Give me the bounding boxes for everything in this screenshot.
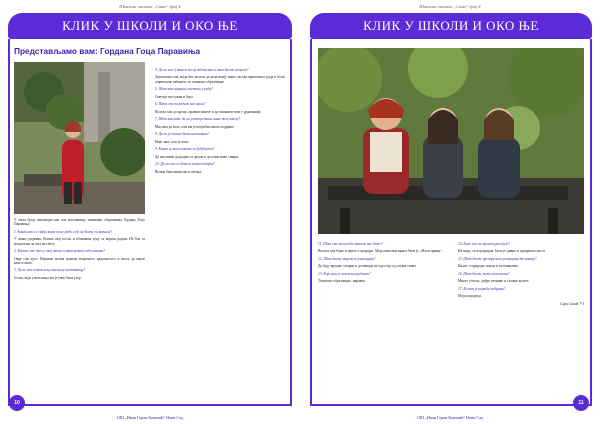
answer: Волела сам да цртам, правим макете и да помажем тати у радионици. bbox=[155, 109, 262, 114]
answer: Сметају ми гужва и бука. bbox=[155, 94, 194, 99]
question: 5. Шта вам највише сметана у раду? bbox=[155, 87, 213, 92]
running-head: Школски часопис „Сава“ број 4 bbox=[119, 4, 181, 9]
garden-portrait-image bbox=[14, 62, 145, 214]
question: 3. Да ли сте имали неку омиљену наставницу? bbox=[14, 268, 86, 273]
author-signature: Сара Савић 7-3 bbox=[560, 301, 584, 306]
question: 8. Да ли је тешко бити наставник? bbox=[155, 132, 210, 137]
question: 11. Шта сте волели да читате као дете? bbox=[318, 242, 383, 246]
answer: Моја породица. bbox=[458, 294, 482, 299]
question: 16. Шта бисте пожелели школи? bbox=[458, 271, 510, 276]
question: 1. Какво вам се свиђа ваше поље рада и да ли бисте га мењали? bbox=[14, 229, 113, 234]
question: 14. Како сте ви провели распуст? bbox=[458, 242, 511, 246]
answer: Да наставим да радим са децом и да учим нове ствари. bbox=[155, 154, 239, 159]
answer: Задовољна сам, мада бих волела да деца имају више часова практичног рада и боље опремљене кабинете за техничко образовање. bbox=[155, 75, 285, 84]
running-head: Школски часопис „Сава“ број 4 bbox=[419, 4, 481, 9]
question: 10. Да ли сте се бавили неким хобијем? bbox=[155, 162, 216, 167]
answer: Овде сам дуго. Највише волим њихову искреност, радозналост и жељу да науче нешто ново. bbox=[14, 256, 145, 265]
article-title: Представљамо вам: Гордана Гоца Паравиња bbox=[14, 46, 201, 56]
answer: Књиге о природи, науци и путовањима. bbox=[458, 264, 519, 269]
left-column-left bbox=[14, 218, 145, 283]
page-footer: ОШ „Иван Горан Ковачић“ Нови Сад bbox=[116, 415, 184, 420]
banner-title: КЛИК У ШКОЛИ И ОКО ЊЕ bbox=[62, 18, 238, 33]
answer: Волим баштованство и шетње. bbox=[155, 169, 203, 174]
answer: На мору, са породицом. Било је дивно и одморила сам се. bbox=[458, 249, 546, 254]
banner-title: КЛИК У ШКОЛИ И ОКО ЊЕ bbox=[363, 18, 539, 33]
group-portrait-image bbox=[318, 48, 584, 234]
question: 17. Ко вам је највећа подршка? bbox=[458, 286, 506, 291]
right-column-right bbox=[458, 242, 584, 309]
question: 4. Да ли сте у вашем послу задовољни и шта бисте мењали? bbox=[155, 68, 249, 72]
question: 9. Какви су вам планови за будућност? bbox=[155, 147, 215, 152]
answer: Волела сам бајке и приче о природи. Моја омиљена књига била је „Мали принц“. bbox=[318, 249, 443, 254]
answer: У звању радника. Волим свој посао и обожавам децу са којима радим. Не бих га мењала ни за шта на свету. bbox=[14, 237, 145, 246]
question: 6. Шта сте ви радили као мали? bbox=[155, 102, 206, 107]
answer: Јесам, моја учитељица ми је увек била узор. bbox=[14, 275, 82, 280]
answer: Техничко образовање, наравно. bbox=[318, 279, 366, 284]
question: 2. Колико сте дуго у овој школи и шта волите код ученика? bbox=[14, 249, 106, 254]
answer: Да буду вредни, упорни и да никада не одустају од својих снова. bbox=[318, 264, 417, 269]
right-page bbox=[300, 0, 600, 424]
answer: Није лако, али је лепо. bbox=[155, 139, 190, 144]
page-number: 11 bbox=[573, 395, 589, 411]
section-banner bbox=[310, 13, 592, 39]
answer: Много успеха, добре ученике и сложне колеге. bbox=[458, 279, 530, 284]
teacher-photo bbox=[14, 62, 145, 214]
section-banner bbox=[8, 13, 292, 39]
left-column-right bbox=[155, 68, 285, 177]
group-photo bbox=[318, 48, 584, 234]
right-column-left bbox=[318, 242, 444, 287]
page-footer: ОШ „Иван Горан Ковачић“ Нови Сад bbox=[416, 415, 484, 420]
page-number: 10 bbox=[9, 395, 25, 411]
question: 13. Који вам је омиљени предмет? bbox=[318, 271, 371, 276]
question: 7. Шта мислите да ли ученици данас више воле школу? bbox=[155, 117, 241, 122]
question: 12. Шта бисте поручили ученицима? bbox=[318, 256, 376, 261]
paragraph: У овом броју интервјуисали смо наставницу техничког образовања Гордану Гоцу Паравињу. bbox=[14, 218, 145, 227]
answer: Мислим да воле, али им је потребно више подршке. bbox=[155, 124, 235, 129]
question: 15. Шта бисте препоручили ученицима да читају? bbox=[458, 256, 537, 261]
